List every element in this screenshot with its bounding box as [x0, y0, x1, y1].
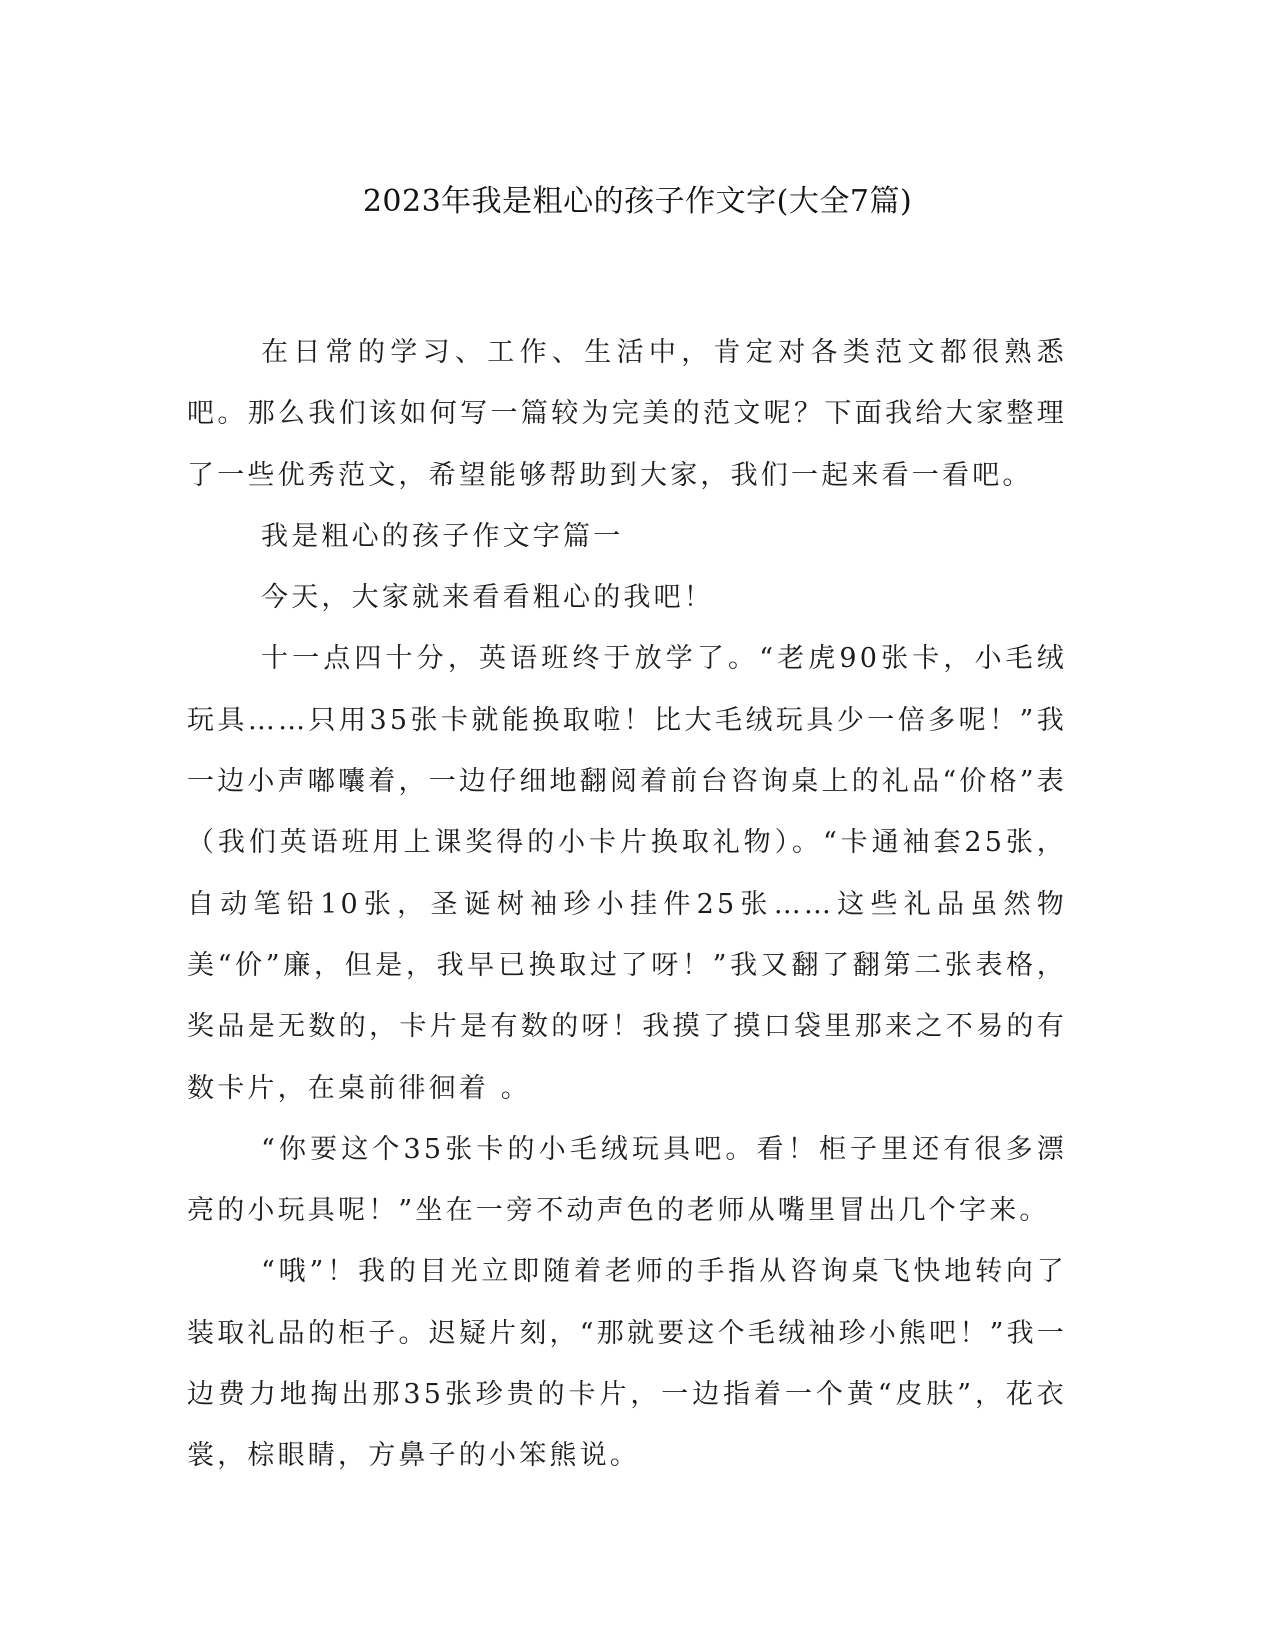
body-paragraph: “哦”！我的目光立即随着老师的手指从咨询桌飞快地转向了装取礼品的柜子。迟疑片刻，“那就要这个毛绒袖珍小熊吧！”我一边费力地掏出那35张珍贵的卡片，一边指着一个黄“皮肤”，花衣裳，棕眼睛，方鼻子的小笨熊说。 [187, 1256, 1067, 1472]
body-paragraph: 今天，大家就来看看粗心的我吧！ [261, 582, 714, 614]
body-paragraph: “你要这个35张卡的小毛绒玩具吧。看！柜子里还有很多漂亮的小玩具呢！”坐在一旁不动声色的老师从嘴里冒出几个字来。 [187, 1133, 1067, 1227]
intro-paragraph: 在日常的学习、工作、生活中，肯定对各类范文都很熟悉吧。那么我们该如何写一篇较为完美的范文呢？下面我给大家整理了一些优秀范文，希望能够帮助到大家，我们一起来看一看吧。 [187, 337, 1067, 491]
document-body [187, 322, 1067, 1487]
section-heading: 我是粗心的孩子作文字篇一 [261, 520, 624, 552]
body-paragraph: 十一点四十分，英语班终于放学了。“老虎90张卡，小毛绒玩具……只用35张卡就能换取啦！比大毛绒玩具少一倍多呢！”我一边小声嘟囔着，一边仔细地翻阅着前台咨询桌上的礼品“价格”表（我们英语班用上课奖得的小卡片换取礼物）。“卡通袖套25张，自动笔铅10张，圣诞树袖珍小挂件25张……这些礼品虽然物美“价”廉，但是，我早已换取过了呀！”我又翻了翻第二张表格，奖品是无数的，卡片是有数的呀！我摸了摸口袋里那来之不易的有数卡片，在桌前徘徊着 。 [187, 643, 1067, 1104]
document-title: 2023年我是粗心的孩子作文字(大全7篇) [362, 184, 913, 219]
